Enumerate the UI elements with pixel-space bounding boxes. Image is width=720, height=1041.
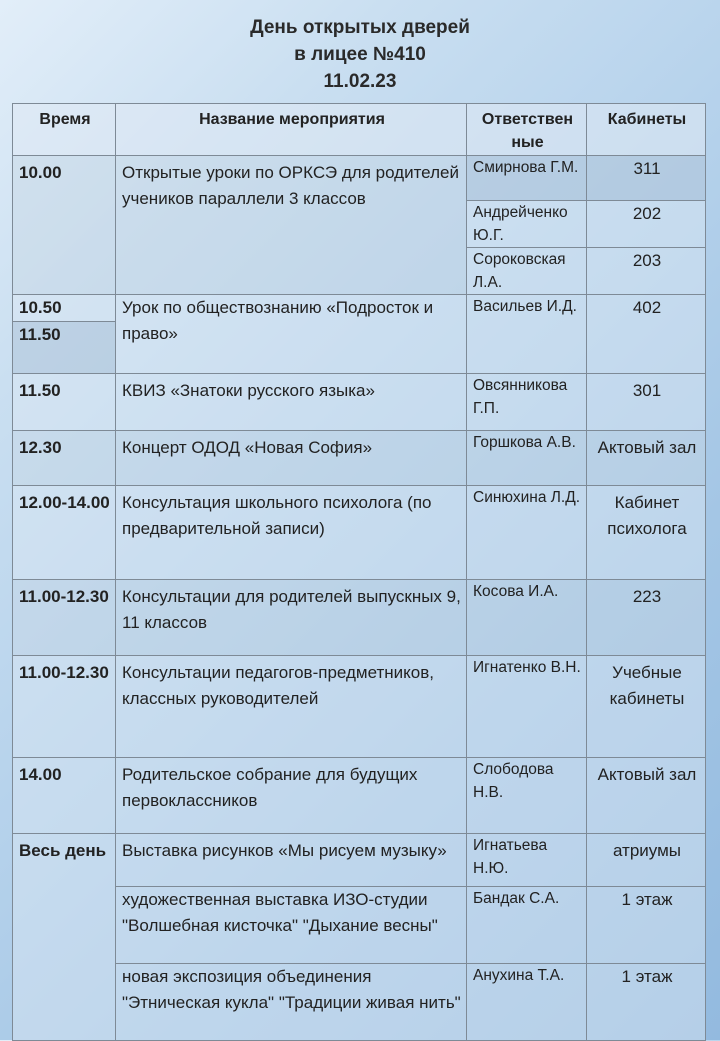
title-line-1: День открытых дверей — [250, 17, 470, 38]
table-row — [13, 656, 706, 758]
responsible-cell: Васильев И.Д. — [467, 295, 587, 374]
time-cell: 12.00-14.00 — [13, 486, 116, 580]
time-cell: 11.00-12.30 — [13, 656, 116, 758]
room-cell: 1 этаж — [587, 887, 706, 964]
room-cell: атриумы — [587, 834, 706, 887]
room-cell: Актовый зал — [587, 431, 706, 486]
table-row — [13, 374, 706, 431]
event-cell: Открытые уроки по ОРКСЭ для родителей учеников параллели 3 классов — [116, 156, 467, 295]
responsible-cell: Игнатенко В.Н. — [467, 656, 587, 758]
responsible-cell: Игнатьева Н.Ю. — [467, 834, 587, 887]
event-cell: Консультации для родителей выпускных 9, 11 классов — [116, 580, 467, 656]
room-cell: 202 — [587, 201, 706, 248]
table-row — [13, 887, 706, 964]
event-cell: Урок по обществознанию «Подросток и право» — [116, 295, 467, 374]
event-cell: КВИЗ «Знатоки русского языка» — [116, 374, 467, 431]
event-cell: Концерт ОДОД «Новая София» — [116, 431, 467, 486]
event-cell: Консультация школьного психолога (по предварительной записи) — [116, 486, 467, 580]
header-row — [13, 104, 706, 156]
table-row — [13, 431, 706, 486]
header-time: Время — [13, 104, 116, 156]
table-row — [13, 834, 706, 887]
room-cell: 1 этаж — [587, 964, 706, 1041]
table-row — [13, 486, 706, 580]
responsible-cell: Овсянникова Г.П. — [467, 374, 587, 431]
room-cell: 402 — [587, 295, 706, 374]
time-cell: 14.00 — [13, 758, 116, 834]
table-row — [13, 295, 706, 322]
header-event: Название мероприятия — [116, 104, 467, 156]
room-cell: Учебные кабинеты — [587, 656, 706, 758]
time-cell: 12.30 — [13, 431, 116, 486]
schedule-table — [12, 103, 706, 1041]
time-cell: 10.50 — [13, 295, 116, 322]
event-cell: Выставка рисунков «Мы рисуем музыку» — [116, 834, 467, 887]
time-cell: 10.00 — [13, 156, 116, 295]
responsible-cell: Анухина Т.А. — [467, 964, 587, 1041]
room-cell: 301 — [587, 374, 706, 431]
page-title — [0, 14, 720, 95]
title-line-2: в лицее №410 — [294, 44, 426, 65]
event-cell: Консультации педагогов-предметников, классных руководителей — [116, 656, 467, 758]
room-cell: 311 — [587, 156, 706, 201]
table-row — [13, 758, 706, 834]
time-cell: Весь день — [13, 834, 116, 1041]
table-row — [13, 964, 706, 1041]
responsible-cell: Смирнова Г.М. — [467, 156, 587, 201]
time-cell: 11.50 — [13, 322, 116, 374]
responsible-cell: Косова И.А. — [467, 580, 587, 656]
responsible-cell: Синюхина Л.Д. — [467, 486, 587, 580]
event-cell: новая экспозиция объединения "Этническая кукла" "Традиции живая нить" — [116, 964, 467, 1041]
header-rooms: Кабинеты — [587, 104, 706, 156]
table-row — [13, 156, 706, 201]
header-responsible: Ответствен ные — [467, 104, 587, 156]
title-line-3: 11.02.23 — [323, 71, 397, 92]
responsible-cell: Бандак С.А. — [467, 887, 587, 964]
responsible-cell: Горшкова А.В. — [467, 431, 587, 486]
room-cell: 223 — [587, 580, 706, 656]
room-cell: 203 — [587, 248, 706, 295]
event-cell: художественная выставка ИЗО-студии "Волшебная кисточка" "Дыхание весны" — [116, 887, 467, 964]
room-cell: Кабинет психолога — [587, 486, 706, 580]
time-cell: 11.50 — [13, 374, 116, 431]
table-row — [13, 580, 706, 656]
responsible-cell: Слободова Н.В. — [467, 758, 587, 834]
time-cell: 11.00-12.30 — [13, 580, 116, 656]
room-cell: Актовый зал — [587, 758, 706, 834]
responsible-cell: Андрейченко Ю.Г. — [467, 201, 587, 248]
responsible-cell: Сороковская Л.А. — [467, 248, 587, 295]
event-cell: Родительское собрание для будущих первоклассников — [116, 758, 467, 834]
